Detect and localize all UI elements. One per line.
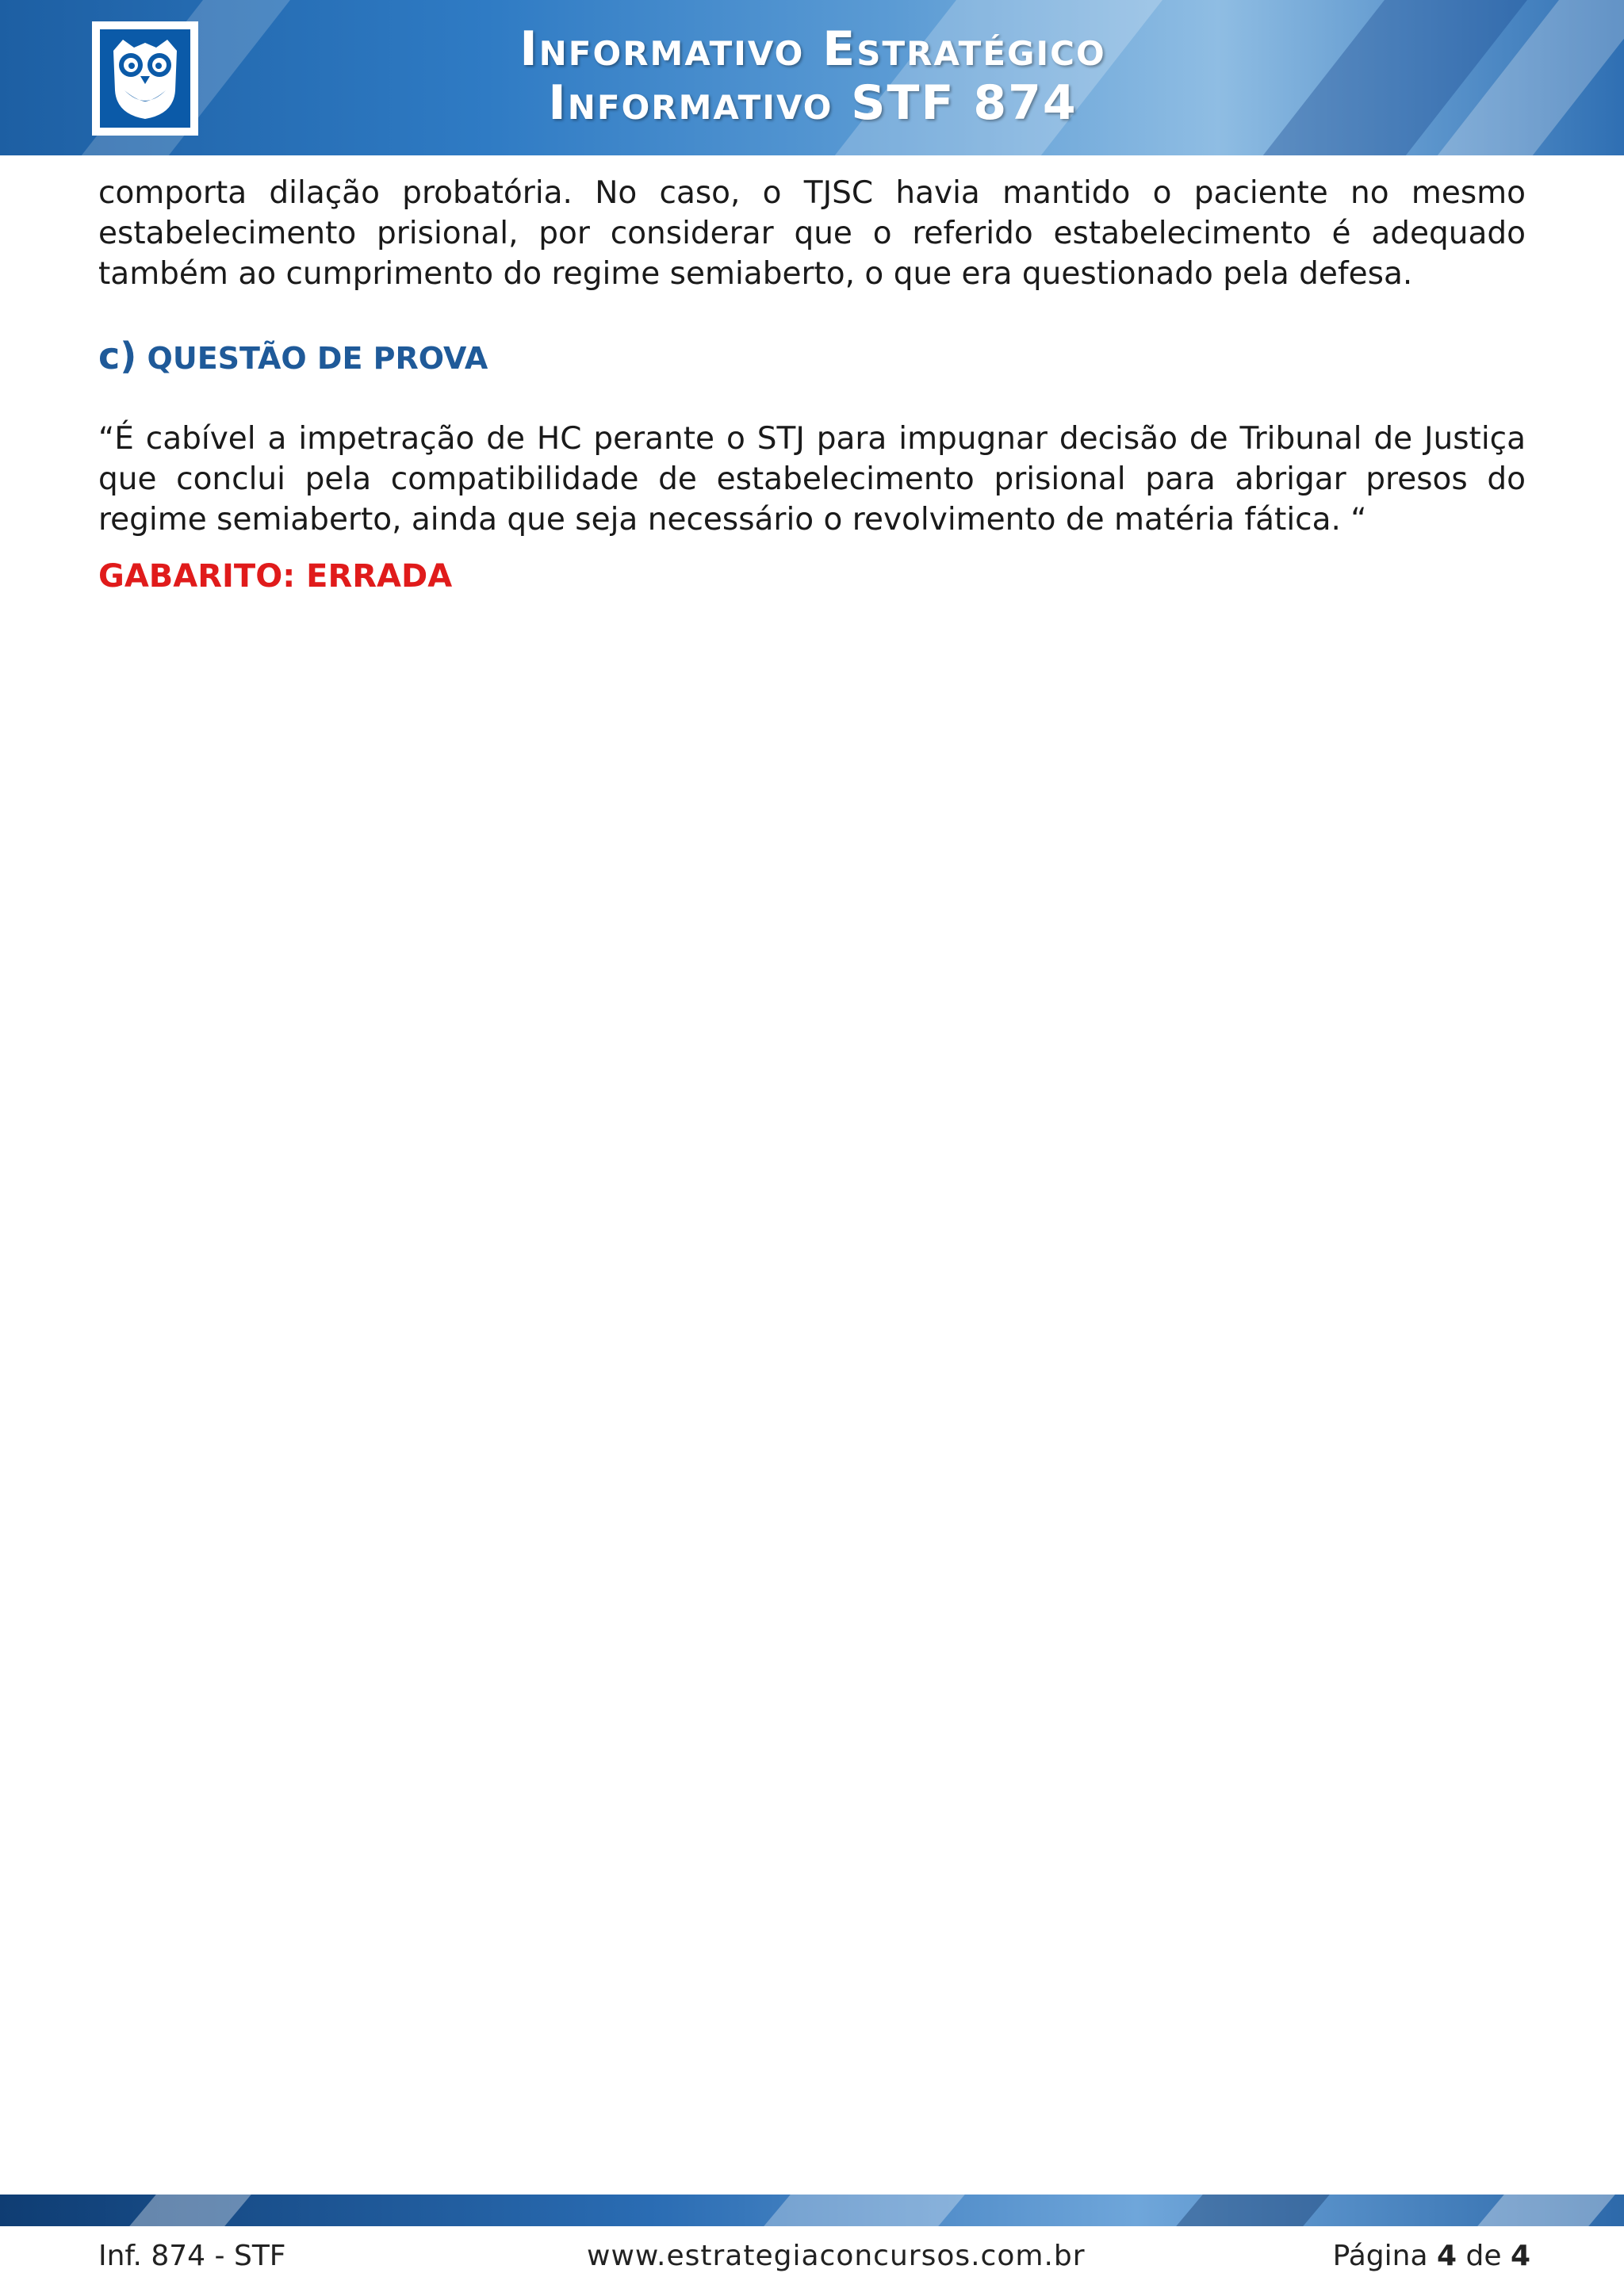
page-of: de bbox=[1465, 2240, 1502, 2272]
logo bbox=[92, 21, 198, 136]
page-label: Página bbox=[1332, 2240, 1428, 2272]
footer-page-number bbox=[1333, 2239, 1530, 2274]
section-letter: c) bbox=[98, 335, 137, 377]
page-content bbox=[98, 173, 1526, 597]
header-band bbox=[0, 0, 1624, 155]
exam-question: “É cabível a impetração de HC perante o STJ para impugnar decisão de Tribunal de Justiça que conclui pela compatibilidade de estabelecimento prisional para abrigar presos do regime semiaberto, ainda que seja necessário o revolvimento de matéria fática. “ bbox=[98, 421, 1526, 538]
owl-logo-icon bbox=[100, 29, 190, 128]
header-title-line2: Informativo STF 874 bbox=[548, 75, 1078, 131]
page-current: 4 bbox=[1436, 2240, 1457, 2272]
header-title-line1: Informativo Estratégico bbox=[519, 21, 1106, 77]
footer-website-link[interactable]: www.estrategiaconcursos.com.br bbox=[587, 2240, 1086, 2272]
page-total: 4 bbox=[1510, 2240, 1530, 2272]
footer-stripe bbox=[123, 2195, 258, 2226]
body-paragraph: comporta dilação probatória. No caso, o TJSC havia mantido o paciente no mesmo estabelecimento prisional, por considerar que o referido estabelecimento é adequado também ao cumprimento do regime semiaberto, o que era questionado pela defesa. bbox=[98, 175, 1526, 292]
footer-stripe bbox=[1170, 2195, 1336, 2226]
footer-band bbox=[0, 2195, 1624, 2226]
section-heading bbox=[98, 335, 1526, 379]
header-title bbox=[428, 22, 1197, 130]
footer-stripe bbox=[1471, 2195, 1622, 2226]
section-title: QUESTÃO DE PROVA bbox=[147, 341, 488, 376]
footer-issue: Inf. 874 - STF bbox=[98, 2240, 286, 2272]
footer-stripe bbox=[757, 2195, 971, 2226]
answer-key: GABARITO: ERRADA bbox=[98, 558, 453, 595]
